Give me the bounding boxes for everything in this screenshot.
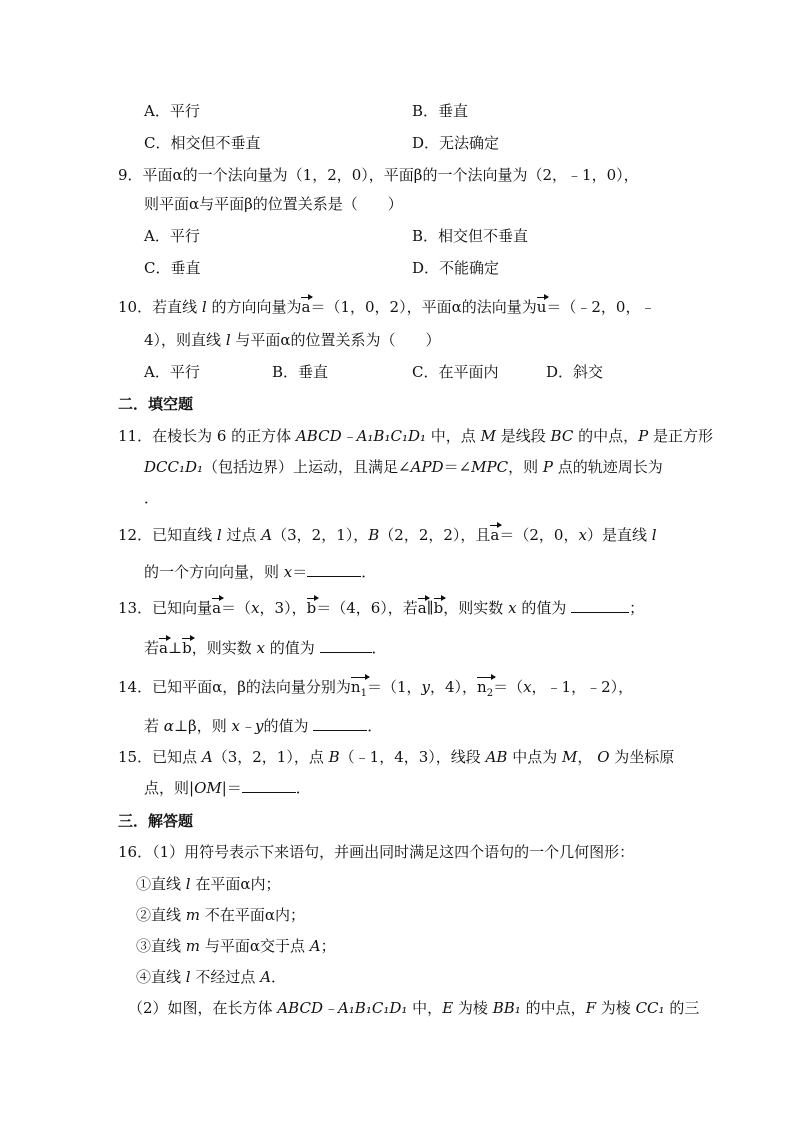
answer-blank[interactable] [320,638,372,653]
vector-a-symbol: a [159,639,168,657]
q12-stem-line2: 的一个方向向量，则 x＝ ． [144,563,377,581]
q16-statement-1: ①直线 l 在平面α内； [136,875,281,893]
vector-n2-symbol: $n_2$ [477,677,493,704]
q15-stem-line2: 点，则|OM|＝ ． [144,779,311,797]
q9-option-c: C．垂直 [144,259,201,277]
q8-option-c: C．相交但不垂直 [144,134,261,152]
q10-option-d: D．斜交 [546,363,604,381]
answer-blank[interactable] [313,716,367,731]
vector-b-symbol: b [433,599,444,617]
q15-stem-line1: 15．已知点 A（3，2，1），点 B（﹣1，4，3），线段 AB 中点为 M， O 为坐标原 [118,748,675,766]
vector-b-symbol: b [182,639,192,657]
q16-statement-2: ②直线 m 不在平面α内； [136,906,305,924]
vector-b-symbol: b [306,599,317,617]
q12-stem-line1: 12．已知直线 l 过点 A（3，2，1），B（2，2，2），且a＝（2，0，x）是直线 l [118,526,657,544]
q9-stem-line1: 9．平面α的一个法向量为（1，2，0），平面β的一个法向量为（2，﹣1，0）， [118,166,639,184]
vector-a-symbol: a [417,599,427,617]
q9-stem-line2: 则平面α与平面β的位置关系是（ ） [144,195,403,213]
q8-option-d: D．无法确定 [412,134,500,152]
vector-a-symbol: a [212,599,222,617]
q8-option-a: A．平行 [144,102,200,120]
q14-stem-line2: 若 α⊥β，则 x﹣y的值为 ． [144,717,383,735]
q10-option-c: C．在平面内 [412,363,499,381]
q16-part1-stem: 16．（1）用符号表示下来语句，并画出同时满足这四个语句的一个几何图形： [118,843,635,861]
q14-stem-line1: 14．已知平面α，β的法向量分别为$n_1=(1$，y，4），$n_2=(x$，﹣1，﹣2）， [118,677,633,704]
answer-blank[interactable] [571,598,629,613]
q10-stem-line2: 4），则直线 l 与平面α的位置关系为（ ） [144,331,441,349]
q10-stem-line1: 10．若直线 l 的方向向量为a＝（1，0，2），平面α的法向量为u＝（﹣2，0，﹣ [118,298,656,316]
q9-option-d: D．不能确定 [412,259,500,277]
q9-option-b: B．相交但不垂直 [412,227,529,245]
vector-n1-symbol: $n_1$ [351,677,367,704]
q9-option-a: A．平行 [144,227,200,245]
section-answer-heading: 三．解答题 [118,812,194,830]
q16-statement-3: ③直线 m 与平面α交于点 A； [136,937,336,955]
vector-a-symbol: a [301,298,311,316]
q11-stem-line3: ． [144,489,160,507]
q11-stem-line2: DCC₁D₁（包括边界）上运动，且满足∠APD＝∠MPC，则 P 点的轨迹周长为 [144,458,663,476]
q8-option-b: B．垂直 [412,102,469,120]
q13-stem-line2: 若a⊥b，则实数 x 的值为 ． [144,639,387,657]
q10-option-b: B．垂直 [272,363,329,381]
vector-u-symbol: u [536,298,547,316]
section-fill-in-heading: 二．填空题 [118,395,194,413]
answer-blank[interactable] [242,778,296,793]
answer-blank[interactable] [307,562,361,577]
q16-part2-stem: （2）如图，在长方体 ABCD﹣A₁B₁C₁D₁ 中，E 为棱 BB₁ 的中点，F 为棱 CC₁ 的三 [128,999,700,1017]
q11-stem-line1: 11．在棱长为 6 的正方体 ABCD﹣A₁B₁C₁D₁ 中，点 M 是线段 BC 的中点，P 是正方形 [118,427,713,445]
q10-option-a: A．平行 [144,363,200,381]
vector-a-symbol: a [490,526,500,544]
q13-stem-line1: 13．已知向量a＝（x，3），b＝（4，6），若a∥b，则实数 x 的值为 ； [118,599,645,617]
q16-statement-4: ④直线 l 不经过点 A． [136,968,287,986]
